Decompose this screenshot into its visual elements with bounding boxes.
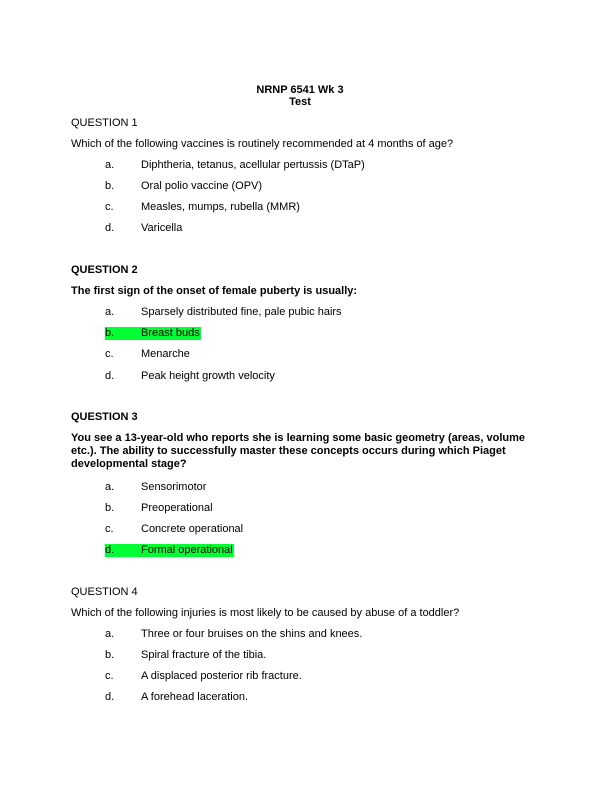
question-4-option-a [105,628,362,641]
option-text: Concrete operational [141,523,244,535]
option-text: Diphtheria, tetanus, acellular pertussis (DTaP) [141,159,365,171]
option-letter: d. [105,370,115,382]
option-text: Breast buds [141,327,200,339]
question-4-option-d [105,691,248,704]
question-4-option-b [105,649,266,662]
option-text: Peak height growth velocity [141,370,275,382]
option-text: Measles, mumps, rubella (MMR) [141,201,300,213]
option-text: Oral polio vaccine (OPV) [141,180,263,192]
document-title: NRNP 6541 Wk 3 [256,84,344,96]
option-letter: d. [105,691,115,703]
option-letter: b. [105,327,115,339]
question-4-option-c [105,670,302,683]
option-text: A forehead laceration. [141,691,249,703]
question-3-heading: QUESTION 3 [71,411,138,423]
question-1-heading: QUESTION 1 [71,117,138,129]
option-text: Sensorimotor [141,481,207,493]
option-letter: c. [105,201,114,213]
question-1-option-d [105,222,182,235]
option-letter: c. [105,523,114,535]
question-2-option-c [105,348,190,361]
option-letter: a. [105,159,115,171]
option-text: Menarche [141,348,190,360]
option-text: Spiral fracture of the tibia. [141,649,267,661]
question-2-option-d [105,370,275,383]
option-text: Preoperational [141,502,213,514]
question-3-option-b [105,502,213,515]
option-letter: a. [105,481,115,493]
question-1-option-a [105,159,365,172]
option-letter: d. [105,222,115,234]
question-4-text: Which of the following injuries is most likely to be caused by abuse of a toddler? [71,607,460,619]
option-text: Varicella [141,222,183,234]
option-text: Sparsely distributed fine, pale pubic hairs [141,306,342,318]
question-3-option-d-highlighted [105,544,234,557]
option-text: Three or four bruises on the shins and knees. [141,628,363,640]
option-letter: a. [105,306,115,318]
option-letter: b. [105,502,115,514]
question-4-heading: QUESTION 4 [71,586,138,598]
question-2-text: The first sign of the onset of female puberty is usually: [71,285,358,297]
question-3-option-c [105,523,243,536]
option-letter: c. [105,348,114,360]
option-text: Formal operational [141,544,233,556]
question-3-text: You see a 13-year-old who reports she is learning some basic geometry (areas, volume etc.). The ability to successfully master these concepts occurs during which Piaget developmental stage? [71,432,526,470]
option-letter: a. [105,628,115,640]
question-2-option-a [105,306,342,319]
option-letter: c. [105,670,114,682]
option-text: A displaced posterior rib fracture. [141,670,302,682]
document-subtitle: Test [289,96,311,108]
question-2-heading: QUESTION 2 [71,264,138,276]
question-1-text: Which of the following vaccines is routinely recommended at 4 months of age? [71,138,454,150]
question-1-option-b [105,180,262,193]
option-letter: b. [105,180,115,192]
question-1-option-c [105,201,300,214]
question-3-option-a [105,481,206,494]
question-2-option-b-highlighted [105,327,201,340]
option-letter: d. [105,544,115,556]
option-letter: b. [105,649,115,661]
